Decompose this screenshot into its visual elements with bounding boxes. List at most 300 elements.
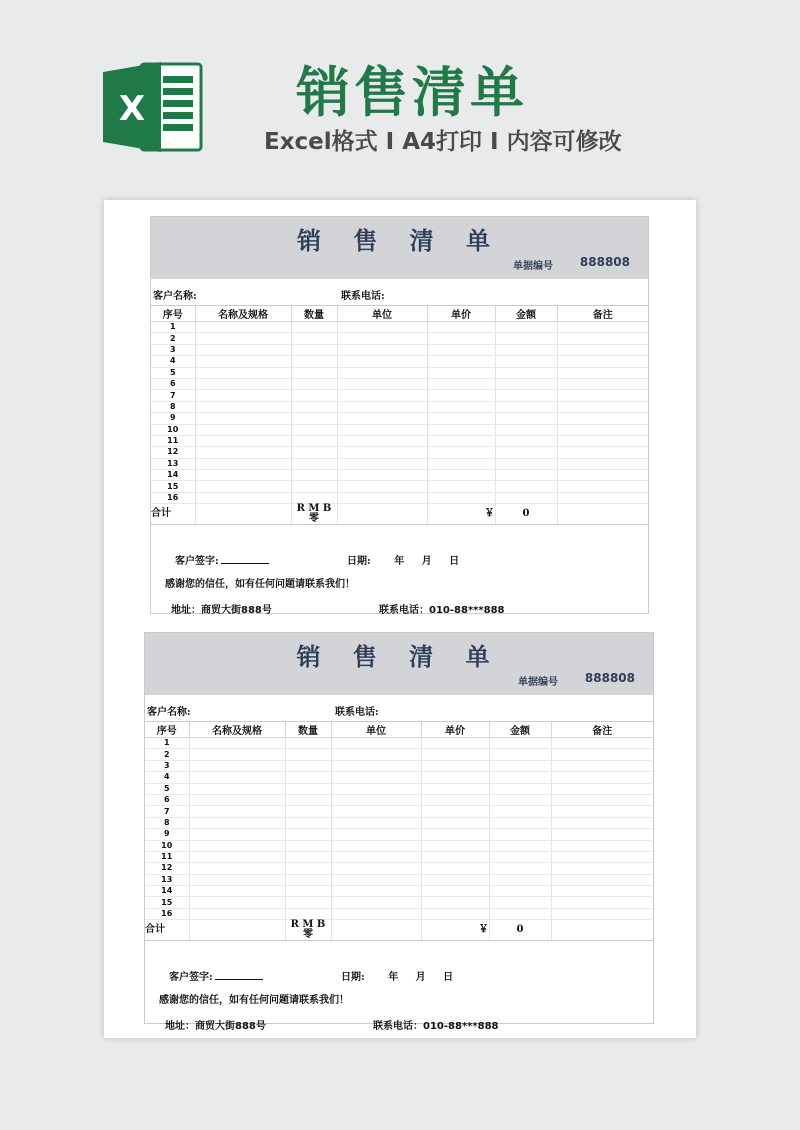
table-cell[interactable] bbox=[495, 333, 557, 344]
table-row bbox=[145, 897, 653, 908]
row-number: 5 bbox=[145, 783, 189, 794]
table-cell[interactable] bbox=[331, 886, 421, 897]
items-table bbox=[145, 722, 653, 941]
row-number: 3 bbox=[145, 760, 189, 771]
contact-number: 010-88***888 bbox=[429, 605, 505, 616]
table-cell[interactable] bbox=[551, 908, 653, 919]
table-cell[interactable] bbox=[291, 322, 337, 333]
date-label: 日期: bbox=[341, 972, 365, 983]
table-row bbox=[145, 749, 653, 760]
table-cell[interactable] bbox=[495, 424, 557, 435]
table-cell[interactable] bbox=[285, 863, 331, 874]
table-cell[interactable] bbox=[557, 356, 648, 367]
table-cell[interactable] bbox=[551, 863, 653, 874]
table-cell[interactable] bbox=[285, 829, 331, 840]
table-cell[interactable] bbox=[551, 738, 653, 749]
table-cell[interactable] bbox=[421, 738, 489, 749]
table-row bbox=[145, 874, 653, 885]
table-cell[interactable] bbox=[189, 817, 285, 828]
table-cell[interactable] bbox=[421, 829, 489, 840]
table-cell[interactable] bbox=[291, 424, 337, 435]
table-cell[interactable] bbox=[551, 817, 653, 828]
column-header: 单位 bbox=[331, 722, 421, 738]
table-cell[interactable] bbox=[495, 447, 557, 458]
table-cell[interactable] bbox=[189, 806, 285, 817]
table-cell[interactable] bbox=[551, 760, 653, 771]
date-day-label: 日 bbox=[449, 556, 460, 567]
table-cell[interactable] bbox=[489, 749, 551, 760]
signature-row bbox=[175, 552, 269, 567]
table-cell[interactable] bbox=[331, 840, 421, 851]
signature-label: 客户签字: bbox=[175, 556, 219, 567]
svg-text:X: X bbox=[118, 89, 146, 129]
form-header bbox=[151, 217, 648, 279]
table-cell[interactable] bbox=[291, 413, 337, 424]
table-cell[interactable] bbox=[551, 783, 653, 794]
table-cell[interactable] bbox=[551, 829, 653, 840]
row-number: 3 bbox=[151, 344, 195, 355]
table-cell[interactable] bbox=[285, 794, 331, 805]
table-cell[interactable] bbox=[557, 344, 648, 355]
currency-symbol: ￥ bbox=[421, 920, 489, 941]
table-row bbox=[145, 886, 653, 897]
table-cell[interactable] bbox=[337, 481, 427, 492]
table-cell[interactable] bbox=[189, 783, 285, 794]
total-value: 0 bbox=[489, 920, 551, 941]
banner-subtitle: Excel格式 I A4打印 I 内容可修改 bbox=[264, 129, 622, 155]
table-cell[interactable] bbox=[489, 863, 551, 874]
table-cell[interactable] bbox=[489, 772, 551, 783]
table-cell[interactable] bbox=[337, 356, 427, 367]
table-cell[interactable] bbox=[427, 344, 495, 355]
table-cell[interactable] bbox=[421, 863, 489, 874]
table-cell[interactable] bbox=[285, 760, 331, 771]
row-number: 5 bbox=[151, 367, 195, 378]
table-cell[interactable] bbox=[421, 772, 489, 783]
table-cell[interactable] bbox=[195, 458, 291, 469]
table-cell[interactable] bbox=[427, 322, 495, 333]
table-row bbox=[151, 458, 648, 469]
table-row bbox=[145, 817, 653, 828]
table-cell[interactable] bbox=[291, 492, 337, 503]
table-cell[interactable] bbox=[331, 874, 421, 885]
row-number: 8 bbox=[151, 401, 195, 412]
table-cell[interactable] bbox=[331, 794, 421, 805]
date-year-label: 年 bbox=[388, 972, 399, 983]
customer-info-row bbox=[151, 279, 648, 306]
address-number: 888号 bbox=[241, 605, 272, 616]
table-cell[interactable] bbox=[495, 378, 557, 389]
row-number: 16 bbox=[151, 492, 195, 503]
table-cell[interactable] bbox=[337, 504, 427, 525]
table-row bbox=[145, 772, 653, 783]
table-cell[interactable] bbox=[331, 806, 421, 817]
row-number: 12 bbox=[145, 863, 189, 874]
table-cell[interactable] bbox=[337, 322, 427, 333]
table-cell[interactable] bbox=[285, 806, 331, 817]
row-number: 16 bbox=[145, 908, 189, 919]
table-cell[interactable] bbox=[195, 322, 291, 333]
table-cell[interactable] bbox=[189, 897, 285, 908]
table-cell[interactable] bbox=[337, 367, 427, 378]
table-cell[interactable] bbox=[495, 322, 557, 333]
table-cell[interactable] bbox=[551, 851, 653, 862]
table-row bbox=[151, 470, 648, 481]
table-cell[interactable] bbox=[495, 367, 557, 378]
column-header: 单价 bbox=[427, 306, 495, 322]
column-header: 备注 bbox=[551, 722, 653, 738]
items-table bbox=[151, 306, 648, 525]
table-cell[interactable] bbox=[285, 886, 331, 897]
table-cell[interactable] bbox=[427, 356, 495, 367]
table-cell[interactable] bbox=[489, 886, 551, 897]
table-cell[interactable] bbox=[291, 367, 337, 378]
table-cell[interactable] bbox=[337, 458, 427, 469]
table-cell[interactable] bbox=[489, 806, 551, 817]
table-row bbox=[145, 794, 653, 805]
signature-line[interactable] bbox=[215, 971, 263, 980]
table-cell[interactable] bbox=[189, 851, 285, 862]
date-day-label: 日 bbox=[443, 972, 454, 983]
table-cell[interactable] bbox=[291, 458, 337, 469]
row-number: 10 bbox=[145, 840, 189, 851]
rmb-label: R M B 零 bbox=[285, 920, 331, 941]
row-number: 2 bbox=[151, 333, 195, 344]
date-month-label: 月 bbox=[421, 556, 432, 567]
table-cell[interactable] bbox=[421, 886, 489, 897]
table-row bbox=[145, 783, 653, 794]
table-cell[interactable] bbox=[489, 840, 551, 851]
table-cell[interactable] bbox=[489, 908, 551, 919]
table-cell[interactable] bbox=[427, 447, 495, 458]
table-header-row bbox=[145, 722, 653, 738]
table-cell[interactable] bbox=[557, 413, 648, 424]
table-cell[interactable] bbox=[189, 738, 285, 749]
table-cell[interactable] bbox=[421, 806, 489, 817]
table-cell[interactable] bbox=[195, 470, 291, 481]
table-cell[interactable] bbox=[331, 783, 421, 794]
table-cell[interactable] bbox=[291, 390, 337, 401]
contact-row bbox=[379, 601, 505, 616]
table-cell[interactable] bbox=[331, 920, 421, 941]
form-title: 销 售 清 单 bbox=[296, 226, 503, 255]
table-row bbox=[151, 390, 648, 401]
table-cell[interactable] bbox=[489, 874, 551, 885]
table-cell[interactable] bbox=[495, 481, 557, 492]
table-cell[interactable] bbox=[285, 738, 331, 749]
table-cell[interactable] bbox=[195, 435, 291, 446]
table-cell[interactable] bbox=[557, 481, 648, 492]
table-cell[interactable] bbox=[291, 356, 337, 367]
table-cell[interactable] bbox=[421, 874, 489, 885]
row-number: 15 bbox=[145, 897, 189, 908]
table-cell[interactable] bbox=[337, 492, 427, 503]
column-header: 数量 bbox=[285, 722, 331, 738]
table-cell[interactable] bbox=[551, 794, 653, 805]
row-number: 9 bbox=[151, 413, 195, 424]
table-cell[interactable] bbox=[557, 378, 648, 389]
table-cell[interactable] bbox=[337, 344, 427, 355]
contact-label: 联系电话： bbox=[379, 605, 429, 616]
table-cell[interactable] bbox=[489, 738, 551, 749]
address-number: 888号 bbox=[235, 1021, 266, 1032]
total-label: 合计 bbox=[151, 504, 195, 525]
table-cell[interactable] bbox=[331, 897, 421, 908]
table-cell[interactable] bbox=[557, 470, 648, 481]
table-row bbox=[145, 840, 653, 851]
table-cell[interactable] bbox=[557, 401, 648, 412]
table-cell[interactable] bbox=[427, 390, 495, 401]
rmb-label: R M B 零 bbox=[291, 504, 337, 525]
table-cell[interactable] bbox=[421, 840, 489, 851]
table-cell[interactable] bbox=[557, 424, 648, 435]
table-cell[interactable] bbox=[557, 333, 648, 344]
table-cell[interactable] bbox=[427, 413, 495, 424]
table-cell[interactable] bbox=[195, 344, 291, 355]
table-cell[interactable] bbox=[489, 783, 551, 794]
table-cell[interactable] bbox=[291, 333, 337, 344]
table-cell[interactable] bbox=[495, 390, 557, 401]
table-cell[interactable] bbox=[331, 772, 421, 783]
doc-number-label: 单据编号 bbox=[513, 261, 553, 272]
customer-name-label: 客户名称: bbox=[153, 291, 197, 302]
table-cell[interactable] bbox=[195, 492, 291, 503]
table-cell[interactable] bbox=[285, 908, 331, 919]
total-row bbox=[151, 504, 648, 525]
table-cell[interactable] bbox=[189, 908, 285, 919]
table-cell[interactable] bbox=[551, 897, 653, 908]
table-cell[interactable] bbox=[427, 424, 495, 435]
table-cell[interactable] bbox=[195, 390, 291, 401]
table-cell[interactable] bbox=[285, 783, 331, 794]
table-cell[interactable] bbox=[551, 840, 653, 851]
table-cell[interactable] bbox=[489, 829, 551, 840]
table-cell[interactable] bbox=[195, 401, 291, 412]
table-cell[interactable] bbox=[427, 470, 495, 481]
table-cell[interactable] bbox=[291, 344, 337, 355]
column-header: 序号 bbox=[145, 722, 189, 738]
table-cell[interactable] bbox=[291, 401, 337, 412]
table-cell[interactable] bbox=[557, 458, 648, 469]
table-cell[interactable] bbox=[189, 772, 285, 783]
table-cell[interactable] bbox=[291, 481, 337, 492]
table-cell[interactable] bbox=[331, 749, 421, 760]
table-cell[interactable] bbox=[427, 481, 495, 492]
table-cell[interactable] bbox=[189, 760, 285, 771]
table-cell[interactable] bbox=[421, 851, 489, 862]
table-cell[interactable] bbox=[331, 851, 421, 862]
table-cell[interactable] bbox=[489, 897, 551, 908]
table-cell[interactable] bbox=[489, 851, 551, 862]
table-cell[interactable] bbox=[557, 504, 648, 525]
table-cell[interactable] bbox=[331, 863, 421, 874]
table-cell[interactable] bbox=[427, 367, 495, 378]
table-cell[interactable] bbox=[557, 435, 648, 446]
thanks-text: 感谢您的信任，如有任何问题请联系我们！ bbox=[165, 579, 355, 590]
table-cell[interactable] bbox=[551, 772, 653, 783]
table-cell[interactable] bbox=[421, 783, 489, 794]
table-cell[interactable] bbox=[195, 333, 291, 344]
table-cell[interactable] bbox=[285, 851, 331, 862]
table-cell[interactable] bbox=[495, 413, 557, 424]
table-cell[interactable] bbox=[557, 390, 648, 401]
table-row bbox=[151, 481, 648, 492]
table-cell[interactable] bbox=[331, 738, 421, 749]
table-row bbox=[151, 413, 648, 424]
table-cell[interactable] bbox=[331, 817, 421, 828]
row-number: 4 bbox=[145, 772, 189, 783]
table-cell[interactable] bbox=[195, 378, 291, 389]
table-cell[interactable] bbox=[337, 447, 427, 458]
row-number: 8 bbox=[145, 817, 189, 828]
table-cell[interactable] bbox=[337, 435, 427, 446]
table-row bbox=[151, 344, 648, 355]
row-number: 7 bbox=[151, 390, 195, 401]
table-row bbox=[151, 424, 648, 435]
total-value: 0 bbox=[495, 504, 557, 525]
table-cell[interactable] bbox=[551, 806, 653, 817]
column-header: 金额 bbox=[489, 722, 551, 738]
table-cell[interactable] bbox=[331, 829, 421, 840]
table-cell[interactable] bbox=[291, 378, 337, 389]
table-cell[interactable] bbox=[557, 322, 648, 333]
table-cell[interactable] bbox=[291, 447, 337, 458]
table-cell[interactable] bbox=[285, 817, 331, 828]
table-row bbox=[145, 760, 653, 771]
sales-form-upper bbox=[150, 216, 649, 614]
table-row bbox=[145, 908, 653, 919]
row-number: 2 bbox=[145, 749, 189, 760]
table-cell[interactable] bbox=[195, 504, 291, 525]
table-cell[interactable] bbox=[337, 390, 427, 401]
table-cell[interactable] bbox=[557, 367, 648, 378]
excel-logo-icon bbox=[103, 62, 203, 152]
table-cell[interactable] bbox=[285, 874, 331, 885]
table-cell[interactable] bbox=[427, 492, 495, 503]
table-cell[interactable] bbox=[291, 435, 337, 446]
table-cell[interactable] bbox=[489, 817, 551, 828]
table-cell[interactable] bbox=[421, 897, 489, 908]
table-cell[interactable] bbox=[195, 413, 291, 424]
table-cell[interactable] bbox=[421, 749, 489, 760]
table-cell[interactable] bbox=[421, 760, 489, 771]
table-cell[interactable] bbox=[421, 817, 489, 828]
table-cell[interactable] bbox=[551, 749, 653, 760]
row-number: 15 bbox=[151, 481, 195, 492]
row-number: 13 bbox=[145, 874, 189, 885]
table-cell[interactable] bbox=[189, 874, 285, 885]
table-cell[interactable] bbox=[495, 458, 557, 469]
table-cell[interactable] bbox=[551, 920, 653, 941]
table-cell[interactable] bbox=[557, 447, 648, 458]
table-cell[interactable] bbox=[489, 794, 551, 805]
table-cell[interactable] bbox=[427, 458, 495, 469]
table-cell[interactable] bbox=[189, 920, 285, 941]
doc-number-value: 888808 bbox=[584, 671, 635, 685]
table-cell[interactable] bbox=[337, 424, 427, 435]
table-cell[interactable] bbox=[551, 886, 653, 897]
column-header: 单位 bbox=[337, 306, 427, 322]
row-number: 10 bbox=[151, 424, 195, 435]
table-cell[interactable] bbox=[495, 492, 557, 503]
row-number: 12 bbox=[151, 447, 195, 458]
table-cell[interactable] bbox=[421, 908, 489, 919]
signature-line[interactable] bbox=[221, 555, 269, 564]
table-row bbox=[145, 829, 653, 840]
date-month-label: 月 bbox=[415, 972, 426, 983]
table-cell[interactable] bbox=[285, 749, 331, 760]
table-cell[interactable] bbox=[195, 481, 291, 492]
table-row bbox=[151, 367, 648, 378]
table-cell[interactable] bbox=[189, 794, 285, 805]
table-cell[interactable] bbox=[189, 749, 285, 760]
table-cell[interactable] bbox=[195, 367, 291, 378]
table-cell[interactable] bbox=[337, 333, 427, 344]
table-cell[interactable] bbox=[421, 794, 489, 805]
table-cell[interactable] bbox=[427, 401, 495, 412]
table-cell[interactable] bbox=[189, 863, 285, 874]
table-cell[interactable] bbox=[331, 760, 421, 771]
table-cell[interactable] bbox=[195, 356, 291, 367]
table-cell[interactable] bbox=[551, 874, 653, 885]
form-header bbox=[145, 633, 653, 695]
table-cell[interactable] bbox=[285, 840, 331, 851]
table-cell[interactable] bbox=[195, 424, 291, 435]
table-cell[interactable] bbox=[495, 401, 557, 412]
row-number: 4 bbox=[151, 356, 195, 367]
row-number: 1 bbox=[151, 322, 195, 333]
table-cell[interactable] bbox=[495, 344, 557, 355]
table-header-row bbox=[151, 306, 648, 322]
table-cell[interactable] bbox=[495, 470, 557, 481]
table-cell[interactable] bbox=[489, 760, 551, 771]
table-cell[interactable] bbox=[337, 470, 427, 481]
column-header: 备注 bbox=[557, 306, 648, 322]
table-row bbox=[151, 447, 648, 458]
row-number: 14 bbox=[145, 886, 189, 897]
table-cell[interactable] bbox=[331, 908, 421, 919]
table-row bbox=[151, 492, 648, 503]
table-cell[interactable] bbox=[285, 772, 331, 783]
table-cell[interactable] bbox=[189, 886, 285, 897]
table-cell[interactable] bbox=[337, 413, 427, 424]
row-number: 11 bbox=[145, 851, 189, 862]
table-cell[interactable] bbox=[291, 470, 337, 481]
table-cell[interactable] bbox=[427, 333, 495, 344]
table-cell[interactable] bbox=[189, 840, 285, 851]
column-header: 数量 bbox=[291, 306, 337, 322]
table-cell[interactable] bbox=[337, 401, 427, 412]
table-row bbox=[145, 863, 653, 874]
table-row bbox=[151, 401, 648, 412]
table-row bbox=[151, 356, 648, 367]
table-cell[interactable] bbox=[495, 435, 557, 446]
table-cell[interactable] bbox=[337, 378, 427, 389]
customer-name-label: 客户名称: bbox=[147, 707, 191, 718]
table-cell[interactable] bbox=[195, 447, 291, 458]
signature-label: 客户签字: bbox=[169, 972, 213, 983]
table-cell[interactable] bbox=[189, 829, 285, 840]
date-row bbox=[347, 552, 459, 567]
table-cell[interactable] bbox=[557, 492, 648, 503]
row-number: 13 bbox=[151, 458, 195, 469]
table-cell[interactable] bbox=[285, 897, 331, 908]
table-cell[interactable] bbox=[495, 356, 557, 367]
form-title: 销 售 清 单 bbox=[296, 642, 502, 671]
table-cell[interactable] bbox=[427, 435, 495, 446]
doc-number-value: 888808 bbox=[579, 255, 630, 269]
table-cell[interactable] bbox=[427, 378, 495, 389]
